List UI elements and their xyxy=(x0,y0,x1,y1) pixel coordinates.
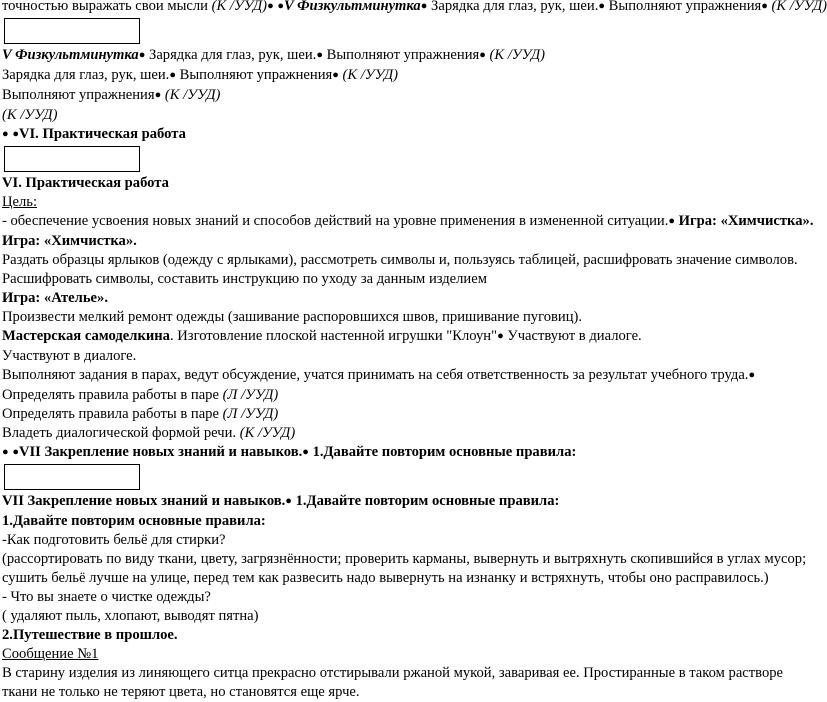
bullet-icon: ● xyxy=(598,0,606,12)
bullet-icon: ● xyxy=(668,215,676,227)
message-label: Сообщение №1 xyxy=(2,646,99,662)
line-19: Владеть диалогической формой речи. (К /УУД) xyxy=(2,425,296,441)
bullet-icon: ● xyxy=(316,49,323,61)
answer-1-line-2: сушить бельё лучше на улице, перед тем как развесить надо вывернуть на изнанку и встряхнуть, чтобы оно расправилось.) xyxy=(2,570,769,586)
answer-2: ( удаляют пыль, хлопают, выводят пятна) xyxy=(2,608,259,624)
empty-frame xyxy=(4,146,140,172)
line-2: V Физкультминутка● Зарядка для глаз, рук, шеи.● Выполняют упражнения● (К /УУД) xyxy=(2,47,545,63)
line-17: Выполняют задания в парах, ведут обсуждение, учатся принимать на себя ответственность за результат учебного труда.● Определять правила работы в паре (Л /УУД) xyxy=(2,367,756,403)
bullet-icon: ● xyxy=(748,369,756,381)
line-9: - обеспечение усвоения новых знаний и способов действий на уровне применения в измененной ситуации.● Игра: «Химчистка». xyxy=(2,213,814,229)
line-12: Расшифровать символы, составить инструкцию по уходу за данным изделием xyxy=(2,271,487,287)
empty-frame xyxy=(4,18,140,44)
bullet-icon: ● xyxy=(154,89,162,101)
goal-label: Цель: xyxy=(2,194,38,210)
bullet-icon: ● xyxy=(761,0,768,12)
line-4: Выполняют упражнения● (К /УУД) xyxy=(2,87,221,103)
bullet-icon: ● xyxy=(420,0,428,12)
line-16: Участвуют в диалоге. xyxy=(2,348,137,364)
line-5: (К /УУД) xyxy=(2,107,58,123)
question-2: - Что вы знаете о чистке одежды? xyxy=(2,589,211,605)
section-heading: VI. Практическая работа xyxy=(2,175,169,191)
bullet-icon: ● xyxy=(2,446,9,458)
line-11: Раздать образцы ярлыков (одежду с ярлыками), рассмотреть символы и, пользуясь таблицей, расшифровать значение символов. xyxy=(2,252,798,268)
line-3: Зарядка для глаз, рук, шеи.● Выполняют упражнения● (К /УУД) xyxy=(2,67,398,83)
line-6: ● ●VI. Практическая работа xyxy=(2,126,186,142)
bullet-icon: ● xyxy=(2,128,9,140)
message-text: В старину изделия из линяющего ситца прекрасно отстирывали ржаной мукой, заваривая ее. Простиранные в таком растворе ткани не только не теряют цвета, но становятся еще ярче. xyxy=(2,665,784,700)
question-1: -Как подготовить бельё для стирки? xyxy=(2,532,226,548)
bullet-icon: ● xyxy=(138,49,146,61)
bullet-icon: ● xyxy=(277,0,285,12)
bullet-icon: ● xyxy=(497,330,504,342)
bullet-icon: ● xyxy=(12,128,19,140)
bullet-icon: ● xyxy=(302,446,309,458)
bullet-icon: ● xyxy=(332,69,339,81)
line-15: Мастерская самоделкина. Изготовление плоской настенной игрушки "Клоун"● Участвуют в диалоге. xyxy=(2,328,642,344)
subsection-heading: 1.Давайте повторим основные правила: xyxy=(2,513,266,529)
answer-1-line-1: (рассортировать по виду ткани, цвету, загрязнённости; проверить карманы, вывернуть и вытряхнуть скопившийся в углах мусор; xyxy=(2,551,807,567)
line-1: точностью выражать свои мысли (К /УУД)● ●V Физкультминутка● Зарядка для глаз, рук, шеи.● Выполняют упражнения● (К /УУД) xyxy=(2,0,827,14)
line-21: VII Закрепление новых знаний и навыков.● 1.Давайте повторим основные правила: xyxy=(2,493,560,509)
line-20: ● ●VII Закрепление новых знаний и навыков.● 1.Давайте повторим основные правила: xyxy=(2,444,577,460)
game-heading: Игра: «Ателье». xyxy=(2,290,108,306)
subsection-heading: 2.Путешествие в прошлое. xyxy=(2,627,178,643)
bullet-icon: ● xyxy=(479,49,486,61)
empty-frame xyxy=(4,464,140,490)
line-18: Определять правила работы в паре (Л /УУД) xyxy=(2,406,279,422)
bullet-icon: ● xyxy=(169,69,176,81)
bullet-icon: ● xyxy=(12,446,19,458)
document-body xyxy=(2,0,827,702)
bullet-icon: ● xyxy=(267,0,274,12)
game-heading: Игра: «Химчистка». xyxy=(2,233,137,249)
line-14: Произвести мелкий ремонт одежды (зашивание распоровшихся швов, пришивание пуговиц). xyxy=(2,309,583,325)
bullet-icon: ● xyxy=(285,495,292,507)
